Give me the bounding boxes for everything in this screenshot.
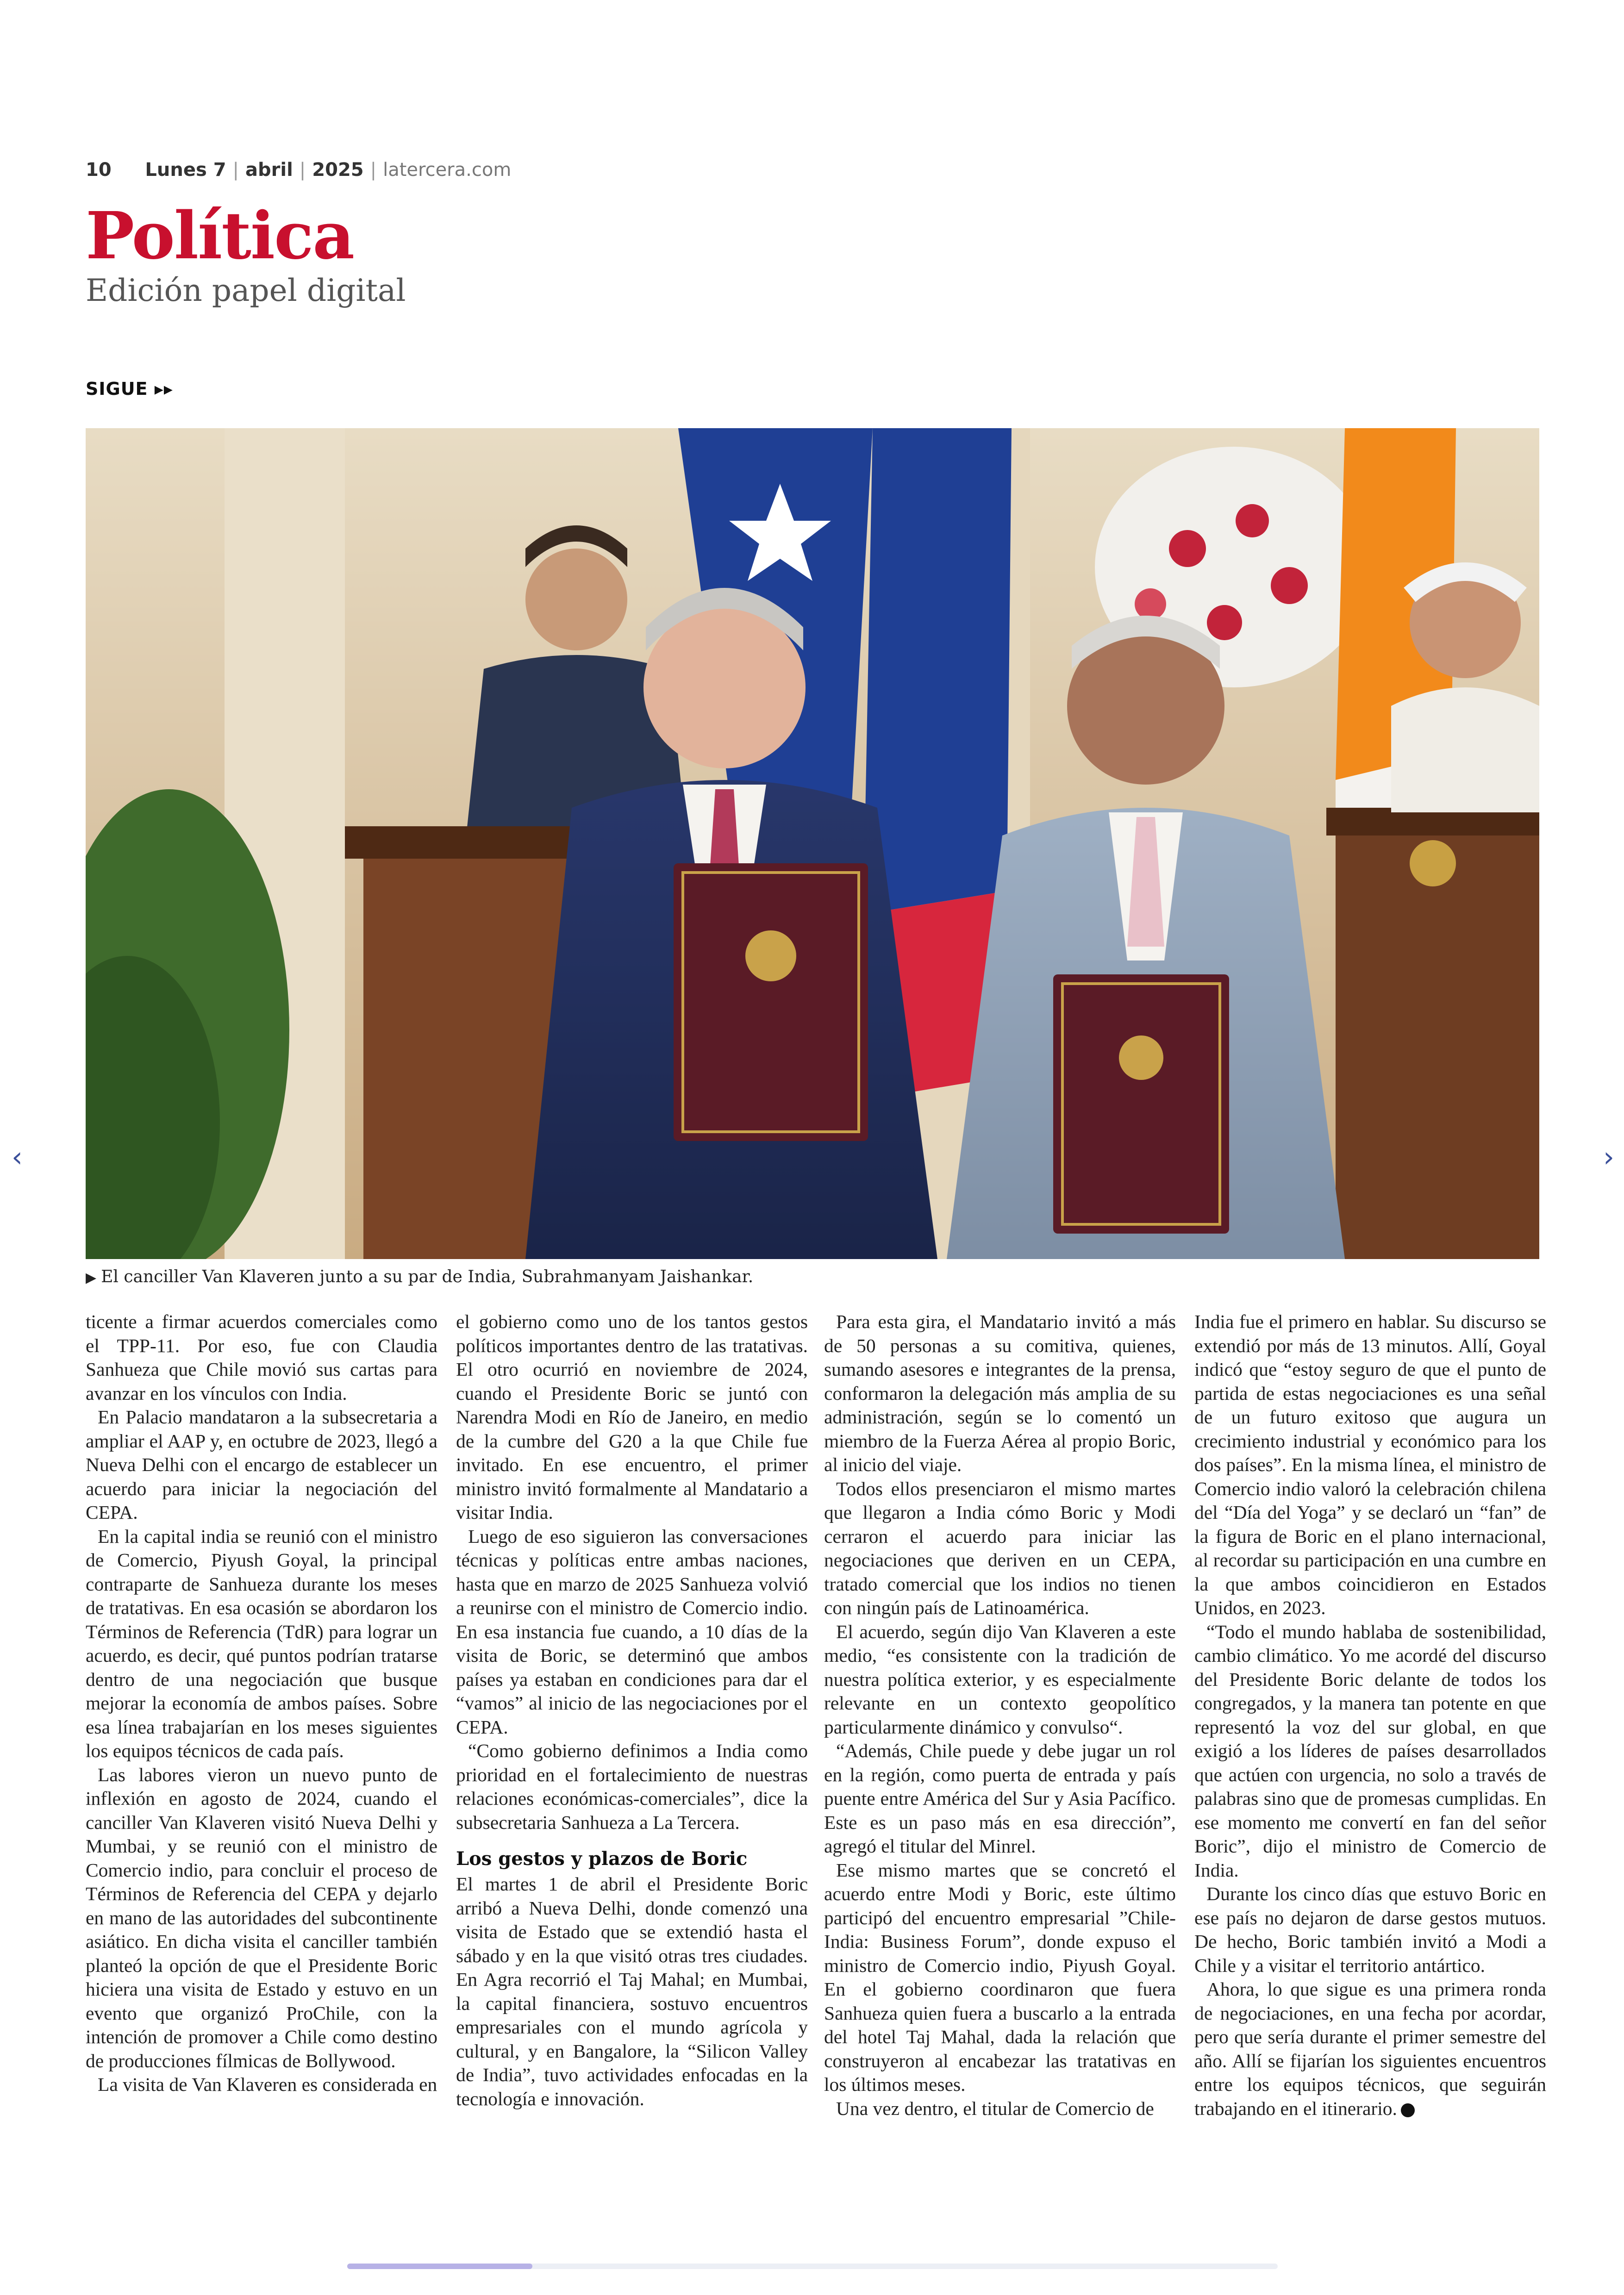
- caption-text: El canciller Van Klaveren junto a su par de India, Subrahmanyam Jaishankar.: [101, 1267, 754, 1286]
- paragraph: “Como gobierno definimos a India como prioridad en el fortalecimiento de nuestras relaciones económicas-comerciales”, dice la subsecretaria Sanhueza a La Tercera.: [456, 1740, 808, 1833]
- paragraph: En la capital india se reunió con el ministro de Comercio, Piyush Goyal, la principal contraparte de Sanhueza durante los meses de tratativas. En esa ocasión se abordaron los Términos de Referencia (TdR) para lograr un acuerdo, es decir, qué puntos podrían tratarse dentro de una negociación que busque mejorar la economía de ambos países. Sobre esa línea trabajarían en los meses siguientes los equipos técnicos de cada país.: [86, 1525, 437, 1761]
- chevron-left-icon: ‹: [12, 1141, 23, 1173]
- scrollbar-thumb[interactable]: [347, 2264, 532, 2269]
- paragraph: Las labores vieron un nuevo punto de inflexión en agosto de 2024, cuando el canciller Van Klaveren visitó Nueva Delhi y Mumbai, y se reunió con el ministro de Comercio indio, para concluir el proceso de Términos de Referencia del CEPA y dejarlo en mano de las autoridades del subcontinente asiático. En dicha visita el canciller también planteó la opción de que el Presidente Boric hiciera una visita de Estado y estuvo en un evento que organizó ProChile, con la intención de promover a Chile como destino de producciones fílmicas de Bollywood.: [86, 1764, 437, 2071]
- paragraph: India fue el primero en hablar. Su discurso se extendió por más de 13 minutos. Allí, Goyal indicó que “estoy seguro de que el punto de partida de estas negociaciones es una señal de un futuro exitoso que augura un crecimiento industrial y económico para los dos países”. En la misma línea, el ministro de Comercio indio valoró la celebración chilena del “Día del Yoga” y se declaró un “fan” de la figura de Boric en el plano internacional, al recordar su participación en una cumbre en la que ambos coincidieron en Estados Unidos, en 2023.: [1194, 1311, 1546, 1618]
- masthead: 10 Lunes 7 | abril | 2025 | latercera.com: [86, 159, 512, 181]
- paragraph: Durante los cinco días que estuvo Boric en ese país no dejaron de darse gestos mutuos. De hecho, Boric también invitó a Modi a Chile y a visitar el territorio antártico.: [1194, 1883, 1546, 1976]
- site-link[interactable]: latercera.com: [383, 159, 512, 181]
- paragraph: En Palacio mandataron a la subsecretaria a ampliar el AAP y, en octubre de 2023, llegó a Nueva Delhi con el encargo de establecer un acuerdo para iniciar la negociación del CEPA.: [86, 1406, 437, 1523]
- article-photo: [86, 428, 1539, 1259]
- article-column-2: [456, 1310, 808, 2111]
- article-column-1: [86, 1310, 437, 2097]
- section-title: Política: [86, 198, 354, 274]
- paragraph: El martes 1 de abril el Presidente Boric arribó a Nueva Delhi, donde comenzó una visita de Estado que se extendió hasta el sábado y en la que visitó otras tres ciudades. En Agra recorrió el Taj Mahal; en Mumbai, la capital financiera, sostuvo encuentros empresariales con el mundo agrícola y cultural, y en Bangalore, la “Silicon Valley de India”, tuvo actividades enfocadas en la tecnología e innovación.: [456, 1873, 808, 2109]
- paragraph: Para esta gira, el Mandatario invitó a más de 50 personas a su comitiva, quienes, sumando asesores e integrantes de la prensa, conformaron la delegación más amplia de su administración, según se lo comentó un miembro de la Fuerza Aérea al propio Boric, al inicio del viaje.: [824, 1311, 1176, 1475]
- paragraph: ticente a firmar acuerdos comerciales como el TPP-11. Por eso, fue con Claudia Sanhueza que Chile movió sus cartas para avanzar en los vínculos con India.: [86, 1311, 437, 1404]
- section-subtitle: Edición papel digital: [86, 273, 406, 308]
- photo-caption: [86, 1267, 753, 1286]
- caption-marker: ▶: [86, 1270, 97, 1286]
- paragraph: el gobierno como uno de los tantos gestos políticos importantes dentro de las tratativas. El otro ocurrió en noviembre de 2024, cuando el Presidente Boric se juntó con Narendra Modi en Río de Janeiro, en medio de la cumbre del G20 a la que Chile fue invitado. En ese encuentro, el primer ministro invitó formalmente al Mandatario a visitar India.: [456, 1311, 808, 1523]
- paragraph: Todos ellos presenciaron el mismo martes que llegaron a India cómo Boric y Modi cerraron el acuerdo para iniciar las negociaciones que deriven en un CEPA, tratado comercial que los indios no tienen con ningún país de Latinoamérica.: [824, 1478, 1176, 1618]
- previous-page-button[interactable]: [6, 1141, 29, 1173]
- paragraph-text: Ahora, lo que sigue es una primera ronda de negociaciones, en una fecha por acordar, pero que sería durante el primer semestre del año. Allí se fijarían los siguientes encuentros entre los equipos técnicos, que seguirán trabajando en el itinerario.: [1194, 1978, 1546, 2119]
- paragraph: Ese mismo martes que se concretó el acuerdo entre Modi y Boric, este último participó del encuentro empresarial ”Chile-India: Business Forum”, donde expuso el ministro de Comercio indio, Piyush Goyal. En el gobierno coordinaron que fuera Sanhueza quien fuera a buscarlo a la entrada del hotel Taj Mahal, dada la relación que construyeron al encabezar las tratativas en los últimos meses.: [824, 1859, 1176, 2095]
- continue-label: SIGUE ▸▸: [86, 379, 173, 399]
- paragraph: Una vez dentro, el titular de Comercio de: [836, 2097, 1154, 2119]
- chevron-right-icon: ›: [1603, 1141, 1614, 1173]
- date-year: 2025: [312, 159, 364, 181]
- page-number: 10: [86, 159, 112, 181]
- paragraph-last: [1194, 1977, 1546, 2120]
- next-page-button[interactable]: [1597, 1141, 1620, 1173]
- paragraph: “Todo el mundo hablaba de sostenibilidad, cambio climático. Yo me acordé del discurso del Presidente Boric delante de todos los congregados, y la manera tan potente en que representó la voz del sur global, en que exigió a los líderes de países desarrollados que actúen con urgencia, no solo a través de palabras sino que de promesas cumplidas. En ese momento me convertí en fan del señor Boric”, dijo el ministro de Comercio de India.: [1194, 1621, 1546, 1881]
- paragraph: “Además, Chile puede y debe jugar un rol en la región, como puerta de entrada y país puente entre América del Sur y Asia Pacífico. Este es un paso más en esa dirección”, agregó el titular del Minrel.: [824, 1740, 1176, 1857]
- paragraph: El acuerdo, según dijo Van Klaveren a este medio, “es consistente con la tradición de nuestra política exterior, y es especialmente relevante en un contexto geopolítico particularmente dinámico y convulso“.: [824, 1621, 1176, 1738]
- subheading: Los gestos y plazos de Boric: [456, 1848, 748, 1870]
- article-column-3: [824, 1310, 1176, 2120]
- paragraph: La visita de Van Klaveren es considerada en: [98, 2074, 437, 2095]
- date-month: abril: [245, 159, 293, 181]
- end-of-article-icon: [1401, 2103, 1415, 2117]
- article-column-4: [1194, 1310, 1546, 2120]
- page-scrollbar[interactable]: [347, 2264, 1278, 2269]
- paragraph: Luego de eso siguieron las conversaciones técnicas y políticas entre ambas naciones, hasta que en marzo de 2025 Sanhueza volvió a reunirse con el ministro de Comercio indio. En esa instancia fue cuando, a 10 días de la visita de Boric, se determinó que ambos países ya estaban en condiciones para dar el “vamos” al inicio de las negociaciones por el CEPA.: [456, 1525, 808, 1738]
- date-day: Lunes 7: [145, 159, 226, 181]
- photo-illustration: [86, 428, 1539, 1259]
